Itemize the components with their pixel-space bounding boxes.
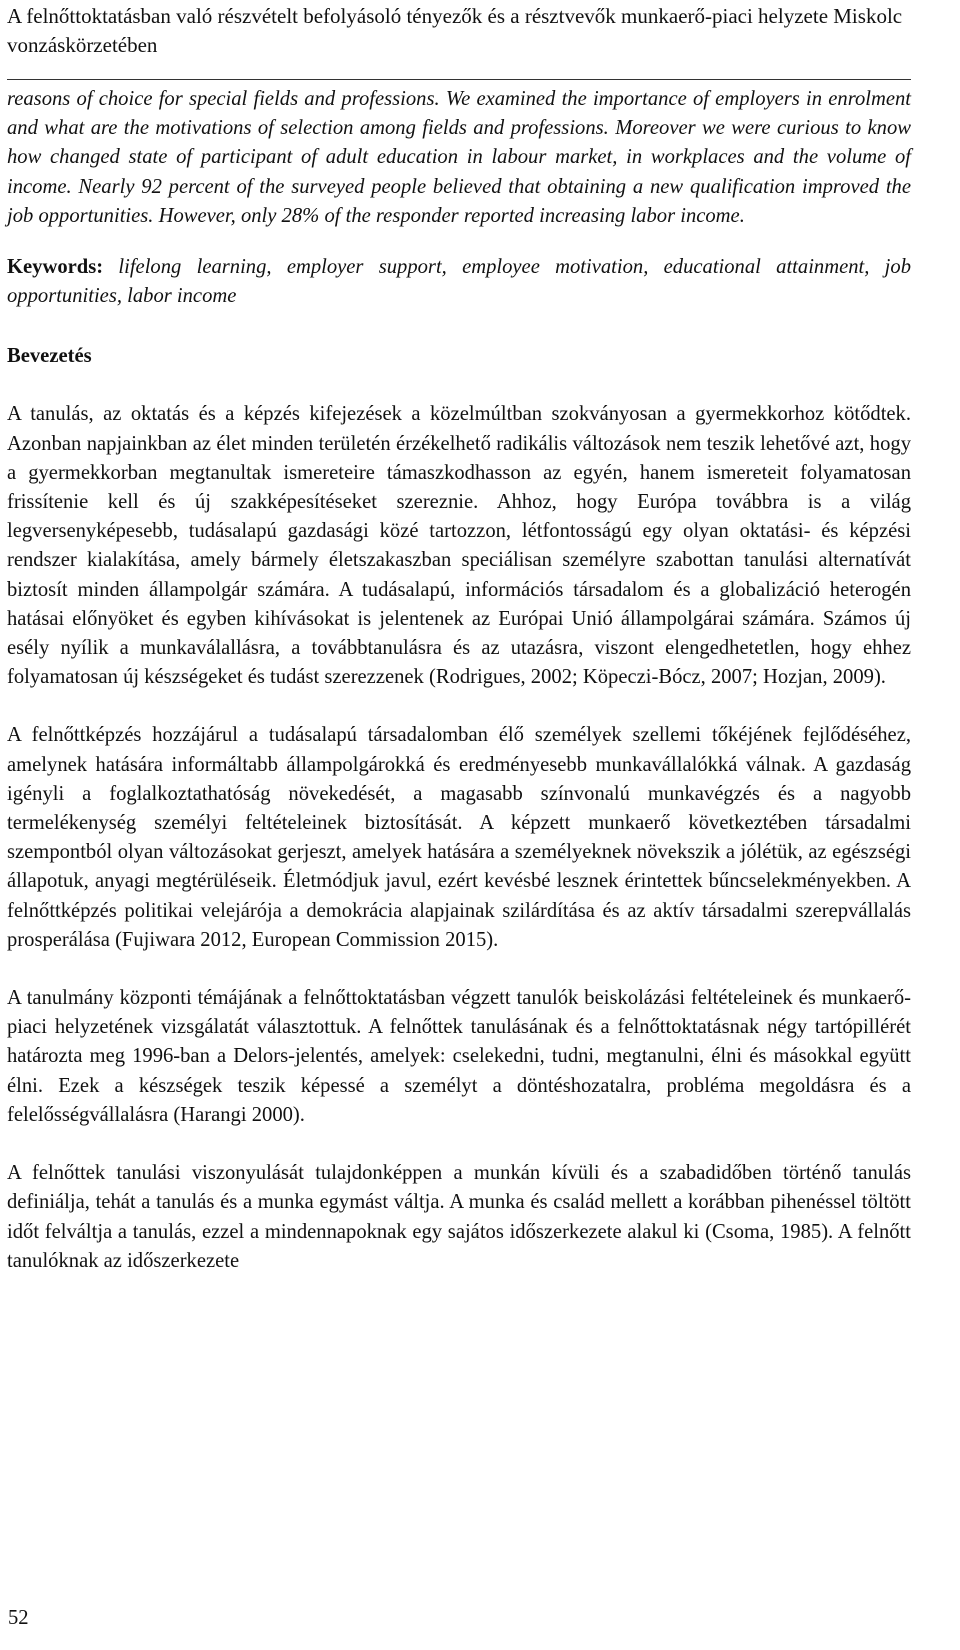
paragraph-1: A tanulás, az oktatás és a képzés kifejezések a közelmúltban szokványosan a gyermekkorhoz kötődtek. Azonban napjainkban az élet minden területén érzékelhető radikális változások nem teszik lehetővé azt, hogy a gyermekkorban megtanultak ismereteire támaszkodhasson az egyén, hanem ismereteit folyamatosan frissítenie kell és új szakképesítéseket szereznie. Ahhoz, hogy Európa továbbra is a világ legversenyképesebb, tudásalapú gazdasági közé tartozzon, létfontosságú egy olyan oktatási- és képzési rendszer kialakítása, amely bármely életszakaszban speciálisan személyre szabottan tanulási alternatívát biztosít minden állampolgár számára. A tudásalapú, információs társadalom és a globalizáció heterogén hatásai előnyöket és egyben kihívásokat is jelentenek az Európai Unió állampolgárai számára. Számos új esély nyílik a munkaválallásra, a továbbtanulásra és az utazásra, viszont elengedhetetlen, hogy ehhez folyamatosan új készségeket és tudást szerezzenek (Rodrigues, 2002; Köpeczi-Bócz, 2007; Hozjan, 2009). [7, 403, 911, 689]
paragraph-2: A felnőttképzés hozzájárul a tudásalapú társadalomban élő személyek szellemi tőkéjének fejlődéséhez, amelynek hatására informáltabb állampolgárokká és eredményesebb munkavállalókká válnak. A gazdaság igényli a foglalkoztathatóság növekedését, a magasabb színvonalú munkavégzés és a nagyobb termelékenység személyi feltételeinek biztosítását. A képzett munkaerő következtében társadalmi szempontból olyan változásokat gerjeszt, amelyek hatására a személyeknek növekszik a jólétük, az egészségi állapotuk, anyagi megtérüléseik. Életmódjuk javul, ezért kevésbé lesznek érintettek bűncselekményekben. A felnőttképzés politikai velejárója a demokrácia alapjainak szilárdítása és az aktív társadalmi szerepvállalás prosperálása (Fujiwara 2012, European Commission 2015). [7, 724, 911, 951]
paragraph-4: A felnőttek tanulási viszonyulását tulajdonképpen a munkán kívüli és a szabadidőben történő tanulás definiálja, tehát a tanulás és a munka egymást váltja. A munka és család mellett a korábban pihenéssel töltött időt felváltja a tanulás, ezzel a mindennapoknak egy sajátos időszerkezete alakul ki (Csoma, 1985). A felnőtt tanulóknak az időszerkezete [7, 1162, 911, 1272]
paragraph-3: A tanulmány központi témájának a felnőttoktatásban végzett tanulók beiskolázási feltételeinek és munkaerő-piaci helyzetének vizsgálatát választottuk. A felnőttek tanulásának és a felnőttoktatásnak négy tartópillérét határozta meg 1996-ban a Delors-jelentés, amelyek: cselekedni, tudni, megtanulni, élni és másokkal együtt élni. Ezek a készségek teszik képessé a személyt a döntéshozatalra, probléma megoldásra és a felelősségvállalásra (Harangi 2000). [7, 987, 911, 1126]
keywords-label: Keywords: [7, 256, 104, 279]
abstract-text: reasons of choice for special fields and professions. We examined the importance of employers in enrolment and what are the motivations of selection among fields and professions. Moreover we were curious to know how changed state of participant of adult education in labour market, in workplaces and the volume of income. Nearly 92 percent of the surveyed people believed that obtaining a new qualification improved the job opportunities. However, only 28% of the responder reported increasing labor income. [7, 88, 911, 227]
page-number: 52 [8, 1607, 29, 1629]
header-rule [7, 79, 911, 80]
page [7, 0, 911, 1276]
keywords [7, 253, 911, 311]
section-heading: Bevezetés [7, 345, 92, 368]
running-head-title: A felnőttoktatásban való részvételt befolyásoló tényezők és a résztvevők munkaerő-piaci helyzete Miskolc vonzáskörzetében [7, 4, 903, 57]
keywords-text: lifelong learning, employer support, employee motivation, educational attainment, job opportunities, labor income [7, 256, 911, 308]
